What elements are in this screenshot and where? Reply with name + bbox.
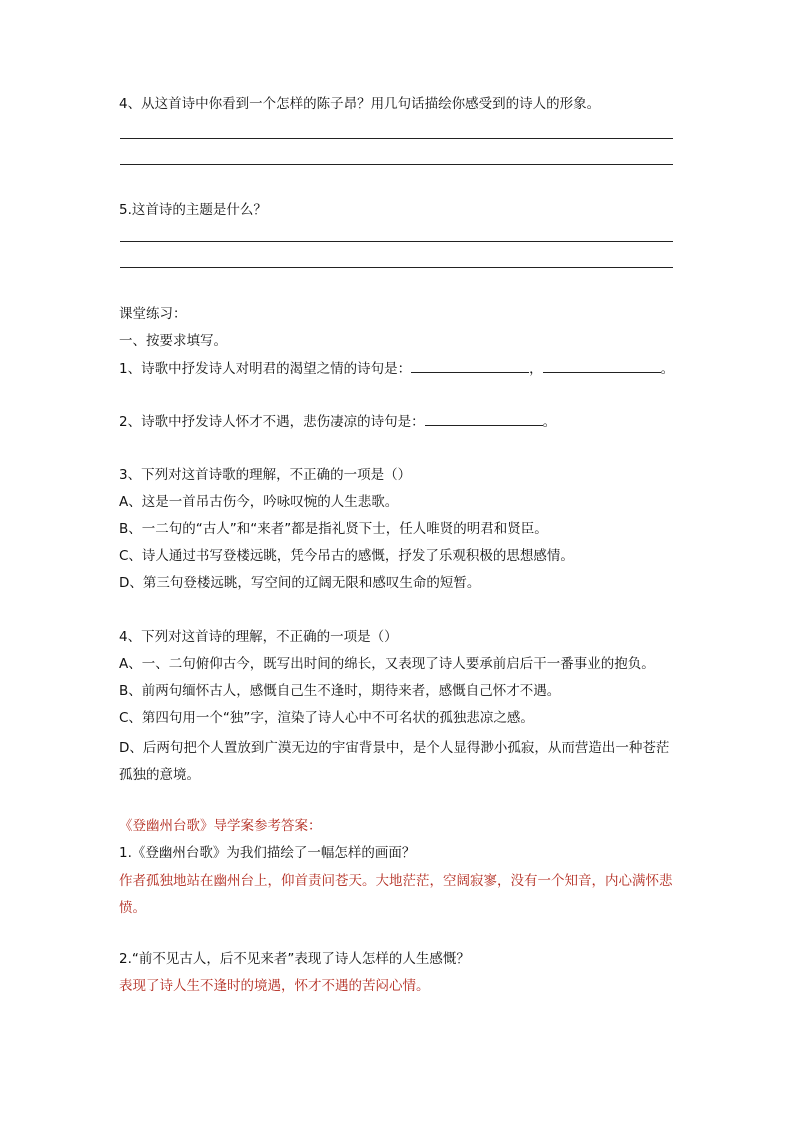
mc-question-3: 3、下列对这首诗歌的理解，不正确的一项是（） <box>119 467 412 483</box>
answer-line <box>120 164 673 165</box>
question-4: 4、从这首诗中你看到一个怎样的陈子昂？用几句话描绘你感受到的诗人的形象。 <box>119 96 601 112</box>
question-5: 5.这首诗的主题是什么？ <box>119 202 267 218</box>
fill-blank[interactable] <box>411 358 529 373</box>
practice-heading: 课堂练习： <box>119 306 187 322</box>
fill-question-2 <box>119 411 556 432</box>
mc-option: C、第四句用一个“独”字，渲染了诗人心中不可名状的孤独悲凉之感。 <box>119 710 534 726</box>
comma: ， <box>529 361 543 377</box>
mc-option: D、第三句登楼远眺，写空间的辽阔无限和感叹生命的短暂。 <box>119 575 481 591</box>
fill-question-1 <box>119 358 674 379</box>
fill-blank[interactable] <box>425 411 543 426</box>
fill-blank[interactable] <box>543 358 661 373</box>
answer-text-2: 表现了诗人生不逢时的境遇，怀才不遇的苦闷心情。 <box>119 978 430 994</box>
answer-question-2: 2.“前不见古人，后不见来者”表现了诗人怎样的人生感慨？ <box>119 951 470 967</box>
period: 。 <box>660 361 675 377</box>
mc-option: A、一、二句俯仰古今，既写出时间的绵长，又表现了诗人要承前启后干一番事业的抱负。 <box>119 656 655 672</box>
period: 。 <box>542 414 557 430</box>
answer-question-1: 1.《登幽州台歌》为我们描绘了一幅怎样的画面？ <box>119 845 416 861</box>
mc-question-4: 4、下列对这首诗的理解，不正确的一项是（） <box>119 629 398 645</box>
answers-heading: 《登幽州台歌》导学案参考答案： <box>119 818 322 834</box>
section-heading: 一、按要求填写。 <box>119 333 227 349</box>
answer-line <box>120 241 673 242</box>
answer-line <box>120 267 673 268</box>
answer-line <box>120 138 673 139</box>
mc-option: B、一二句的“古人”和“来者”都是指礼贤下士，任人唯贤的明君和贤臣。 <box>119 521 548 537</box>
fill-question-text: 1、诗歌中抒发诗人对明君的渴望之情的诗句是： <box>119 361 412 377</box>
mc-option: B、前两句缅怀古人，感慨自己生不逢时，期待来者，感慨自己怀才不遇。 <box>119 683 561 699</box>
mc-option: C、诗人通过书写登楼远眺，凭今吊古的感慨，抒发了乐观积极的思想感情。 <box>119 548 574 564</box>
fill-question-text: 2、诗歌中抒发诗人怀才不遇，悲伤凄凉的诗句是： <box>119 414 425 430</box>
mc-option: A、这是一首吊古伤今，吟咏叹惋的人生悲歌。 <box>119 494 399 510</box>
mc-option: D、后两句把个人置放到广漠无边的宇宙背景中，是个人显得渺小孤寂，从而营造出一种苍茫孤独的意境。 <box>119 740 670 783</box>
answer-text-1: 作者孤独地站在幽州台上，仰首责问苍天。大地茫茫，空阔寂寥，没有一个知音，内心满怀悲愤。 <box>119 873 673 916</box>
